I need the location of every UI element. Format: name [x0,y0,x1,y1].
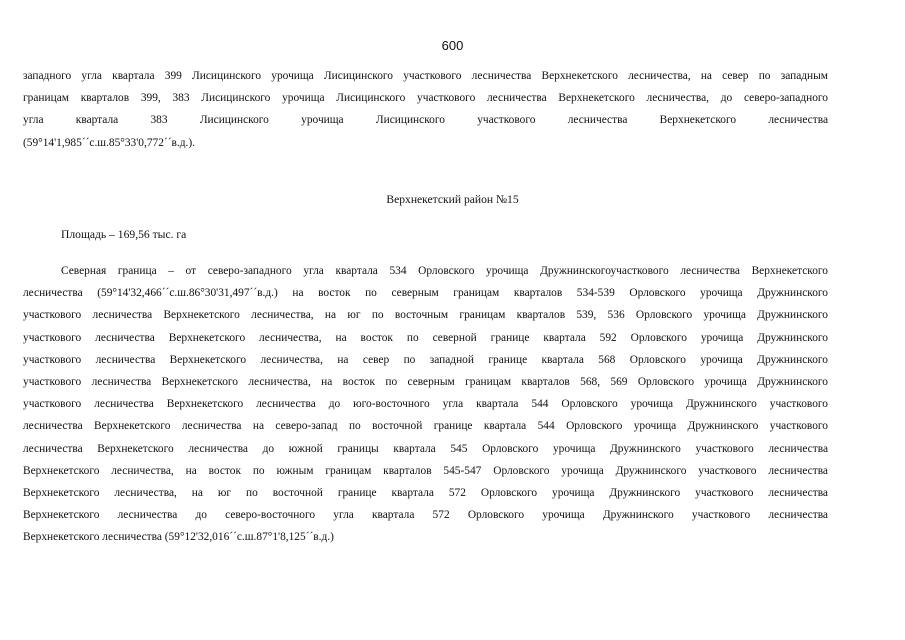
text-line: Верхнекетского лесничества до северо-восточного угла квартала 572 Орловского урочища Дружнинского участкового лесничества [23,509,828,522]
text-line: Верхнекетского лесничества (59°12'32,016´´с.ш.87°1'8,125´´в.д.) [23,531,334,544]
text-line: (59°14'1,985´´с.ш.85°33'0,772´´в.д.). [23,136,196,149]
continuation-paragraph [23,65,828,154]
page-number: 600 [441,38,464,53]
section-title: Верхнекетский район №15 [386,193,519,206]
text-line: границам кварталов 399, 383 Лисицинского урочища Лисицинского участкового лесничества Верхнекетского лесничества, до северо-западного [23,92,828,105]
text-line: лесничества Верхнекетского лесничества до южной границы квартала 545 Орловского урочища Дружнинского участкового лесничества [23,442,828,455]
text-line: лесничества Верхнекетского лесничества на северо-запад по восточной границе квартала 544 Орловского урочища Дружнинского участкового [23,420,828,433]
text-line: участкового лесничества Верхнекетского лесничества до юго-восточного угла квартала 544 Орловского урочища Дружнинского участкового [23,398,828,411]
text-line: угла квартала 383 Лисицинского урочища Лисицинского участкового лесничества Верхнекетского лесничества [23,114,828,127]
area-text: Площадь – 169,56 тыс. га [61,228,187,241]
text-line: Верхнекетского лесничества, на юг по восточной границе квартала 572 Орловского урочища Дружнинского участкового лесничества [23,486,828,499]
text-line: участкового лесничества Верхнекетского лесничества, на север по западной границе квартала 568 Орловского урочища Дружнинского [23,353,828,366]
text-line: участкового лесничества Верхнекетского лесничества, на восток по северной границе квартала 592 Орловского урочища Дружнинского [23,331,828,344]
text-line: западного угла квартала 399 Лисицинского урочища Лисицинского участкового лесничества Верхнекетского лесничества, на север по западным [23,70,828,82]
text-line: Верхнекетского лесничества, на восток по южным границам кварталов 545-547 Орловского урочища Дружнинского участкового лесничества [23,464,828,477]
text-line: участкового лесничества Верхнекетского лесничества, на восток по северным границам кварталов 568, 569 Орловского урочища Дружнинского [23,375,828,388]
north-border-paragraph [23,260,828,548]
text-line: Северная граница – от северо-западного угла квартала 534 Орловского урочища Дружнинскогоучасткового лесничества Верхнекетского [61,265,828,277]
text-line: участкового лесничества Верхнекетского лесничества, на юг по восточным границам кварталов 539, 536 Орловского урочища Дружнинского [23,309,828,322]
text-line: лесничества (59°14'32,466´´с.ш.86°30'31,497´´в.д.) на восток по северным границам кварталов 534-539 Орловского урочища Дружнинского [23,287,828,300]
